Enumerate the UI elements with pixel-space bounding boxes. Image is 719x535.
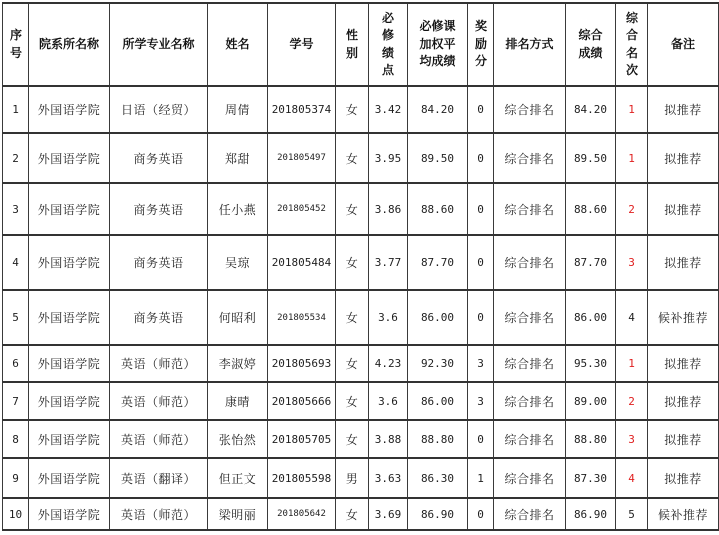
table-row [3,498,719,530]
table-cell: 拟推荐 [648,235,719,290]
table-cell: 综合排名 [494,290,566,345]
table-cell: 0 [468,235,494,290]
col-header-remarks: 备注 [648,3,719,86]
table-cell: 拟推荐 [648,86,719,133]
table-cell: 2 [3,133,29,183]
table-cell: 86.90 [566,498,616,530]
table-cell: 外国语学院 [29,290,110,345]
table-cell: 女 [336,183,369,235]
table-cell: 综合排名 [494,235,566,290]
table-cell: 3.86 [369,183,408,235]
header-row [3,3,719,86]
table-cell: 86.30 [408,458,468,498]
table-cell: 3 [468,382,494,420]
col-header-serial-no: 序号 [3,3,29,86]
table-cell: 87.70 [566,235,616,290]
table-cell: 201805452 [268,183,336,235]
table-cell: 3.6 [369,290,408,345]
table-cell: 综合排名 [494,420,566,458]
table-cell: 女 [336,86,369,133]
table-cell: 康晴 [208,382,268,420]
table-cell: 89.50 [566,133,616,183]
table-cell: 女 [336,345,369,382]
table-cell: 5 [616,498,648,530]
col-header-department: 院系所名称 [29,3,110,86]
table-cell: 2 [616,183,648,235]
table-cell: 88.80 [408,420,468,458]
table-cell: 周倩 [208,86,268,133]
table-cell: 外国语学院 [29,498,110,530]
table-cell: 4.23 [369,345,408,382]
table-cell: 何昭利 [208,290,268,345]
table-cell: 88.60 [408,183,468,235]
ranking-table [2,2,719,531]
table-cell: 7 [3,382,29,420]
table-cell: 英语（师范） [110,420,208,458]
table-row [3,133,719,183]
table-cell: 候补推荐 [648,290,719,345]
table-cell: 拟推荐 [648,382,719,420]
table-cell: 201805666 [268,382,336,420]
table-cell: 201805534 [268,290,336,345]
table-cell: 201805705 [268,420,336,458]
table-cell: 英语（师范） [110,498,208,530]
table-cell: 女 [336,290,369,345]
table-cell: 92.30 [408,345,468,382]
table-cell: 拟推荐 [648,345,719,382]
table-cell: 综合排名 [494,382,566,420]
table-cell: 英语（师范） [110,382,208,420]
table-cell: 3.6 [369,382,408,420]
table-cell: 外国语学院 [29,458,110,498]
table-cell: 任小燕 [208,183,268,235]
table-cell: 0 [468,133,494,183]
table-cell: 88.80 [566,420,616,458]
table-cell: 外国语学院 [29,86,110,133]
table-cell: 英语（师范） [110,345,208,382]
table-cell: 0 [468,86,494,133]
table-cell: 男 [336,458,369,498]
table-cell: 3 [616,235,648,290]
table-cell: 86.00 [408,382,468,420]
col-header-major: 所学专业名称 [110,3,208,86]
table-cell: 李淑婷 [208,345,268,382]
table-row [3,86,719,133]
table-row [3,290,719,345]
table-cell: 3.63 [369,458,408,498]
table-row [3,345,719,382]
table-cell: 外国语学院 [29,133,110,183]
table-cell: 梁明丽 [208,498,268,530]
table-cell: 女 [336,235,369,290]
table-cell: 吴琼 [208,235,268,290]
table-cell: 综合排名 [494,498,566,530]
table-cell: 84.20 [566,86,616,133]
table-cell: 201805374 [268,86,336,133]
table-cell: 女 [336,382,369,420]
table-cell: 商务英语 [110,290,208,345]
table-cell: 商务英语 [110,133,208,183]
table-cell: 英语（翻译） [110,458,208,498]
table-row [3,420,719,458]
table-cell: 综合排名 [494,86,566,133]
table-cell: 5 [3,290,29,345]
table-cell: 综合排名 [494,183,566,235]
table-cell: 郑甜 [208,133,268,183]
table-cell: 8 [3,420,29,458]
table-cell: 201805497 [268,133,336,183]
table-cell: 87.70 [408,235,468,290]
table-cell: 女 [336,420,369,458]
table-row [3,183,719,235]
table-cell: 3.77 [369,235,408,290]
table-cell: 拟推荐 [648,420,719,458]
table-cell: 外国语学院 [29,345,110,382]
table-cell: 女 [336,133,369,183]
col-header-overall-score: 综合成绩 [566,3,616,86]
table-cell: 89.00 [566,382,616,420]
table-body [3,86,719,530]
table-cell: 89.50 [408,133,468,183]
col-header-name: 姓名 [208,3,268,86]
table-cell: 3.88 [369,420,408,458]
table-cell: 201805642 [268,498,336,530]
table-cell: 9 [3,458,29,498]
table-cell: 95.30 [566,345,616,382]
table-cell: 综合排名 [494,133,566,183]
table-cell: 拟推荐 [648,183,719,235]
table-cell: 但正文 [208,458,268,498]
table-cell: 2 [616,382,648,420]
table-cell: 1 [616,345,648,382]
table-cell: 3.69 [369,498,408,530]
col-header-weighted-avg: 必修课加权平均成绩 [408,3,468,86]
table-cell: 201805693 [268,345,336,382]
table-cell: 综合排名 [494,345,566,382]
table-row [3,382,719,420]
table-row [3,458,719,498]
table-cell: 201805598 [268,458,336,498]
table-cell: 1 [3,86,29,133]
table-cell: 84.20 [408,86,468,133]
table-cell: 4 [616,290,648,345]
table-cell: 1 [616,133,648,183]
col-header-bonus-points: 奖励分 [468,3,494,86]
table-cell: 外国语学院 [29,420,110,458]
table-cell: 4 [3,235,29,290]
table-cell: 商务英语 [110,183,208,235]
table-cell: 0 [468,420,494,458]
table-cell: 86.00 [566,290,616,345]
table-cell: 3.95 [369,133,408,183]
table-cell: 候补推荐 [648,498,719,530]
table-cell: 0 [468,290,494,345]
table-cell: 87.30 [566,458,616,498]
table-cell: 86.00 [408,290,468,345]
table-cell: 0 [468,183,494,235]
col-header-overall-rank: 综合名次 [616,3,648,86]
table-cell: 3 [468,345,494,382]
table-cell: 日语（经贸） [110,86,208,133]
table-cell: 外国语学院 [29,235,110,290]
table-cell: 0 [468,498,494,530]
col-header-student-id: 学号 [268,3,336,86]
table-cell: 张怡然 [208,420,268,458]
col-header-gender: 性别 [336,3,369,86]
table-cell: 外国语学院 [29,382,110,420]
table-cell: 86.90 [408,498,468,530]
col-header-ranking-method: 排名方式 [494,3,566,86]
table-cell: 1 [616,86,648,133]
table-cell: 3 [3,183,29,235]
table-cell: 4 [616,458,648,498]
table-cell: 201805484 [268,235,336,290]
table-cell: 10 [3,498,29,530]
table-row [3,235,719,290]
table-cell: 3 [616,420,648,458]
table-cell: 1 [468,458,494,498]
col-header-required-gpa: 必修绩点 [369,3,408,86]
table-cell: 商务英语 [110,235,208,290]
table-cell: 女 [336,498,369,530]
table-cell: 6 [3,345,29,382]
table-cell: 拟推荐 [648,133,719,183]
table-cell: 3.42 [369,86,408,133]
table-cell: 88.60 [566,183,616,235]
table-cell: 综合排名 [494,458,566,498]
table-cell: 拟推荐 [648,458,719,498]
table-cell: 外国语学院 [29,183,110,235]
